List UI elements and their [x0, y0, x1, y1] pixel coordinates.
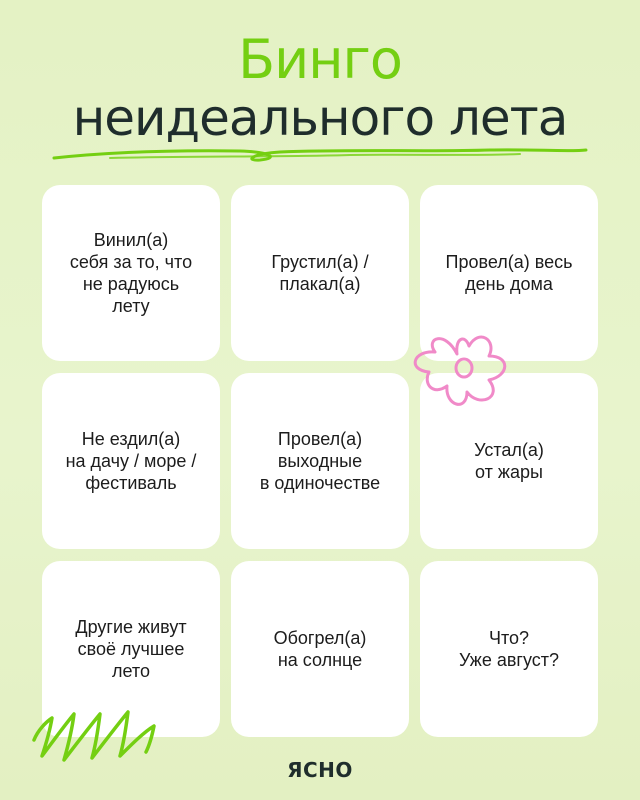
title-line-2: неидеального лета [72, 89, 568, 147]
bingo-cell-text: Провел(а) выходные в одиночестве [259, 429, 381, 493]
bingo-cell[interactable] [420, 185, 598, 361]
bingo-cell[interactable] [42, 561, 220, 737]
bingo-cell[interactable] [231, 561, 409, 737]
bingo-grid [42, 185, 598, 737]
bingo-cell[interactable] [42, 373, 220, 549]
bingo-cell[interactable] [420, 561, 598, 737]
bingo-cell-text: Не ездил(а) на дачу / море / фестиваль [65, 429, 197, 493]
bingo-cell-text: Грустил(а) / плакал(а) [271, 252, 369, 294]
bingo-cell[interactable] [231, 185, 409, 361]
bingo-cell-text: Обогрел(а) на солнце [273, 628, 367, 670]
bingo-cell-text: Другие живут своё лучшее лето [75, 617, 187, 681]
bingo-cell-text: Провел(а) весь день дома [445, 252, 573, 294]
bingo-cell[interactable] [231, 373, 409, 549]
brand-logo: ЯСНО [287, 758, 353, 782]
bingo-cell[interactable] [420, 373, 598, 549]
bingo-cell-text: Что? Уже август? [458, 628, 560, 670]
bingo-cell[interactable] [42, 185, 220, 361]
bingo-cell-text: Винил(а) себя за то, что не радуюсь лету [69, 230, 193, 316]
title-line-1: Бинго [238, 28, 402, 91]
bingo-cell-text: Устал(а) от жары [474, 440, 544, 482]
